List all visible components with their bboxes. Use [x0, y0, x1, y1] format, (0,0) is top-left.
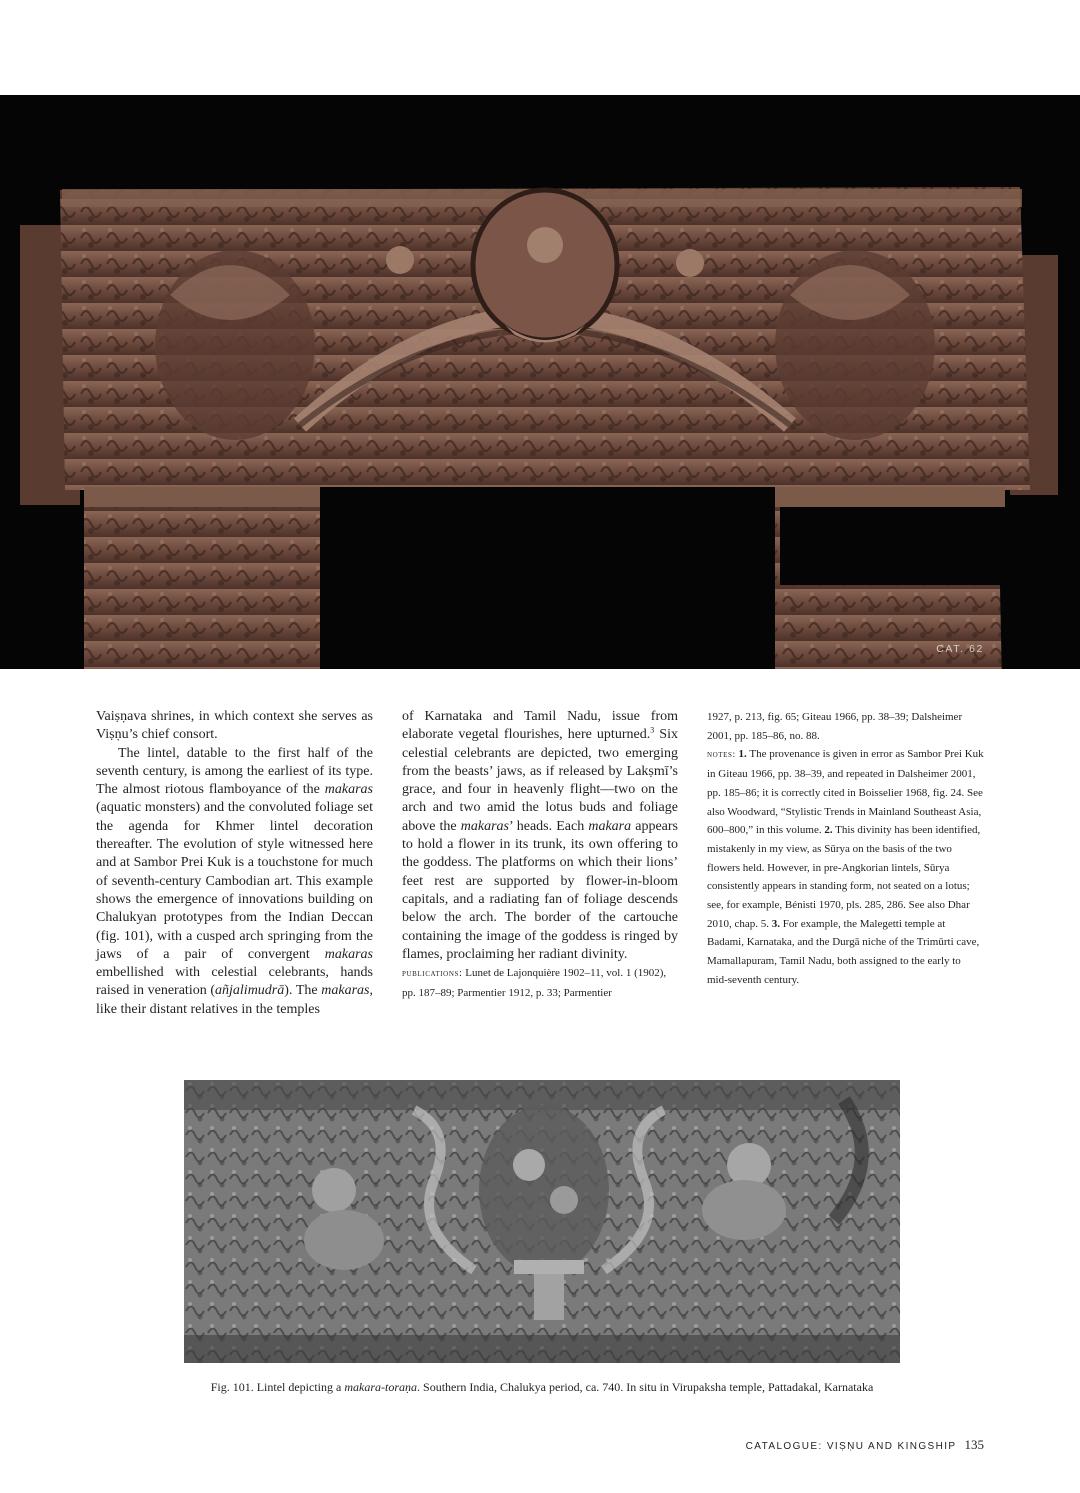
- paragraph: of Karnataka and Tamil Nadu, issue from elaborate vegetal flourishes, here upturned.$^3$ Six celestial celebrants are depicted, two emerging from the beasts’ jaws, as if released by Lakṣmī’s grace, and four in heavenly flight—two on the arch and two amid the lotus buds and foliage above the makaras’ heads. Each makara appears to hold a flower in its trunk, its own offering to the goddess. The platforms on which their lions’ feet rest are supported by flower-in-bloom capitals, and a radiating fan of foliage descends below the arch. The border of the cartouche containing the image of the goddess is ringed by flames, proclaiming her radiant divinity.: [402, 709, 678, 962]
- text-column-3-notes: [707, 708, 984, 990]
- running-footer: [746, 1437, 984, 1453]
- notes: notes: 1. The provenance is given in error as Sambor Prei Kuk in Giteau 1966, pp. 38–39, and repeated in Dalsheimer 2001, pp. 185–86; it is correctly cited in Boisselier 1968, fig. 24. See also Woodward, “Stylistic Trends in Mainland Southeast Asia, 600–800,” in this volume. 2. This divinity has been identified, mistakenly in my view, as Sūrya on the basis of the two flowers held. However, in pre-Angkorian lintels, Sūrya consistently appears in standing form, not seated on a lotus; see, for example, Bénisti 1970, pls. 285, 286. See also Dhar 2010, chap. 5. 3. For example, the Malegetti temple at Badami, Karnataka, and the Durgā niche of the Trimūrti cave, Mamallapuram, Tamil Nadu, both assigned to the early to mid-seventh century.: [707, 748, 984, 986]
- catalogue-plate: [0, 95, 1080, 669]
- running-head: CATALOGUE: VIṢṆU AND KINGSHIP: [745, 1441, 957, 1452]
- publications-label: publications:: [402, 968, 463, 980]
- text-column-1: [96, 708, 373, 1019]
- lintel-photo: [0, 95, 1080, 669]
- catalogue-number: CAT. 62: [936, 643, 984, 655]
- paragraph: Vaiṣṇava shrines, in which context she serves as Viṣṇu’s chief consort.: [96, 709, 373, 743]
- note-reference: 3: [650, 725, 655, 735]
- publications-continued: 1927, p. 213, fig. 65; Giteau 1966, pp. 38–39; Dalsheimer 2001, pp. 185–86, no. 88.: [707, 711, 963, 742]
- page-number: 135: [964, 1437, 984, 1452]
- publications: publications: Lunet de Lajonquière 1902–11, vol. 1 (1902), pp. 187–89; Parmentier 1912, p. 33; Parmentier: [402, 967, 667, 999]
- figure-101-photo: [184, 1080, 900, 1363]
- text-column-2: [402, 708, 678, 1003]
- paragraph: The lintel, datable to the first half of the seventh century, is among the earliest of its type. The almost riotous flamboyance of the makaras (aquatic monsters) and the convoluted foliage set the agenda for Khmer lintel decoration thereafter. The evolution of style witnessed here and at Sambor Prei Kuk is a touchstone for much of seventh-century Cambodian art. This example shows the emergence of innovations building on Chalukyan prototypes from the Indian Deccan (fig. 101), with a cusped arch springing from the jaws of a pair of convergent makaras embellished with celestial celebrants, hands raised in veneration (añjalimudrā). The makaras, like their distant relatives in the temples: [96, 745, 373, 1017]
- figure-caption: Fig. 101. Lintel depicting a makara-toraṇa. Southern India, Chalukya period, ca. 740. In situ in Virupaksha temple, Pattadakal, Karnataka: [210, 1380, 874, 1394]
- notes-label: notes:: [707, 750, 736, 761]
- relief-photo: [184, 1080, 900, 1363]
